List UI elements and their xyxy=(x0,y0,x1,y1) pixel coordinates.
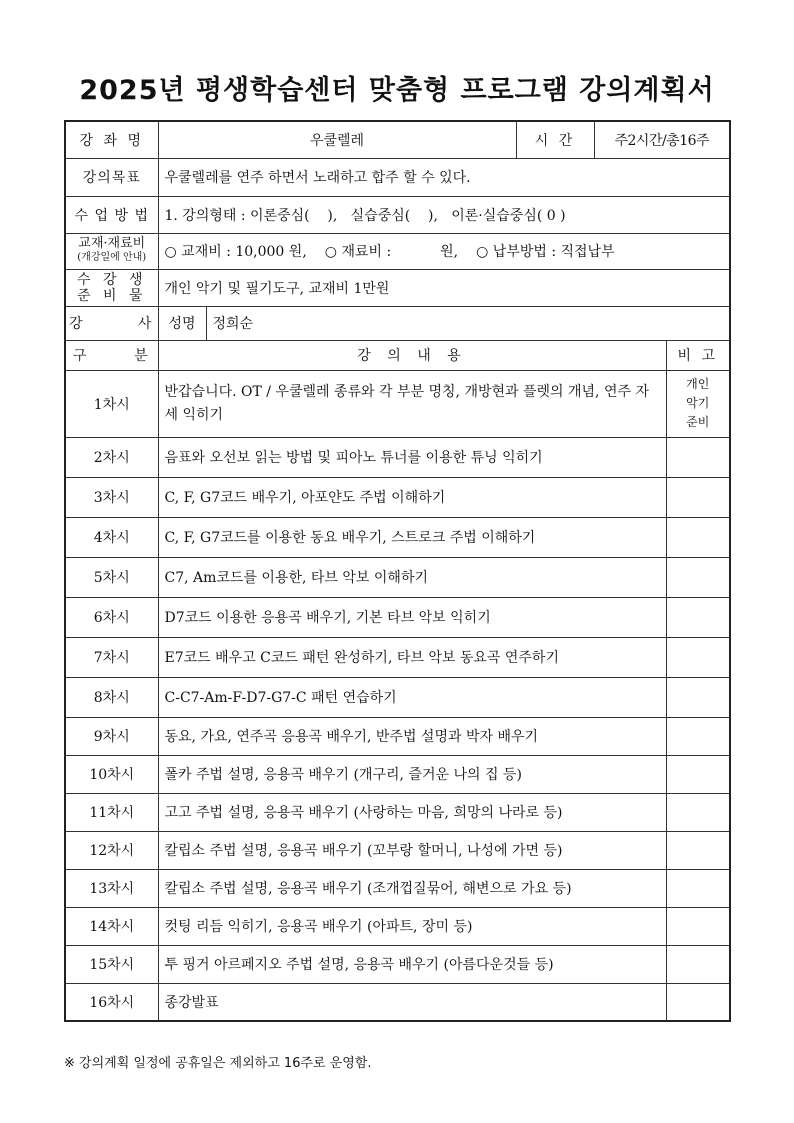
session-label: 1차시 xyxy=(65,370,158,437)
session-content: 칼립소 주법 설명, 응용곡 배우기 (조개껍질묶어, 해변으로 가요 등) xyxy=(158,869,666,907)
session-note xyxy=(666,557,730,597)
time-label: 시 간 xyxy=(516,121,594,158)
session-label: 8차시 xyxy=(65,677,158,717)
prep-value: 개인 악기 및 필기도구, 교재비 1만원 xyxy=(158,269,730,306)
footnote: ※ 강의계획 일정에 공휴일은 제외하고 16주로 운영함. xyxy=(64,1056,372,1071)
session-note-line1: 개인 xyxy=(686,377,710,391)
session-note-line2: 악기 xyxy=(686,396,710,410)
session-label: 3차시 xyxy=(65,477,158,517)
schedule-row xyxy=(65,557,730,597)
prep-row xyxy=(65,269,730,306)
session-content: 고고 주법 설명, 응용곡 배우기 (사랑하는 마음, 희망의 나라로 등) xyxy=(158,793,666,831)
session-note-line3: 준비 xyxy=(686,415,710,429)
session-note xyxy=(666,793,730,831)
session-note xyxy=(666,717,730,755)
goal-row xyxy=(65,158,730,196)
material-supply-fee: ○ 재료비 : 원, xyxy=(324,244,459,260)
session-content: C7, Am코드를 이용한, 타브 악보 이해하기 xyxy=(158,557,666,597)
session-content: C, F, G7코드를 이용한 동요 배우기, 스트로크 주법 이해하기 xyxy=(158,517,666,557)
schedule-row xyxy=(65,831,730,869)
session-label: 13차시 xyxy=(65,869,158,907)
session-label: 14차시 xyxy=(65,907,158,945)
session-note xyxy=(666,517,730,557)
session-content: 동요, 가요, 연주곡 응용곡 배우기, 반주법 설명과 박자 배우기 xyxy=(158,717,666,755)
session-content: 반갑습니다. OT / 우쿨렐레 종류와 각 부분 명칭, 개방현과 플렛의 개념, 연주 자세 익히기 xyxy=(158,370,666,437)
prep-label-line1: 수 강 생 xyxy=(77,271,147,288)
schedule-row xyxy=(65,793,730,831)
session-label: 4차시 xyxy=(65,517,158,557)
teacher-name: 정희순 xyxy=(206,306,730,340)
lecture-plan-table xyxy=(64,120,731,1022)
schedule-row xyxy=(65,437,730,477)
material-label-main: 교재·재료비 xyxy=(78,236,146,251)
session-note xyxy=(666,907,730,945)
schedule-row xyxy=(65,755,730,793)
teacher-row xyxy=(65,306,730,340)
session-content: E7코드 배우고 C코드 패턴 완성하기, 타브 악보 동요곡 연주하기 xyxy=(158,637,666,677)
document-title: 2025년 평생학습센터 맞춤형 프로그램 강의계획서 xyxy=(79,75,715,106)
session-note xyxy=(666,597,730,637)
session-content: C-C7-Am-F-D7-G7-C 패턴 연습하기 xyxy=(158,677,666,717)
session-note xyxy=(666,477,730,517)
material-row xyxy=(65,233,730,269)
schedule-row xyxy=(65,477,730,517)
material-label-sub: (개강일에 안내) xyxy=(77,252,147,263)
schedule-header-content: 강 의 내 용 xyxy=(158,340,666,370)
course-label: 강 좌 명 xyxy=(65,121,158,158)
schedule-row xyxy=(65,677,730,717)
session-label: 16차시 xyxy=(65,983,158,1021)
session-note xyxy=(666,437,730,477)
session-content: C, F, G7코드 배우기, 아포얀도 주법 이해하기 xyxy=(158,477,666,517)
session-label: 5차시 xyxy=(65,557,158,597)
session-note xyxy=(666,370,730,437)
schedule-row xyxy=(65,637,730,677)
session-label: 11차시 xyxy=(65,793,158,831)
session-content: 음표와 오선보 읽는 방법 및 피아노 튜너를 이용한 튜닝 익히기 xyxy=(158,437,666,477)
session-label: 10차시 xyxy=(65,755,158,793)
time-value: 주2시간/총16주 xyxy=(594,121,730,158)
schedule-row xyxy=(65,717,730,755)
schedule-row xyxy=(65,869,730,907)
goal-label: 강의목표 xyxy=(65,158,158,196)
session-label: 9차시 xyxy=(65,717,158,755)
session-note xyxy=(666,869,730,907)
material-value xyxy=(158,233,730,269)
session-label: 2차시 xyxy=(65,437,158,477)
session-label: 6차시 xyxy=(65,597,158,637)
course-value: 우쿨렐레 xyxy=(158,121,516,158)
session-note xyxy=(666,983,730,1021)
session-content: 컷팅 리듬 익히기, 응용곡 배우기 (아파트, 장미 등) xyxy=(158,907,666,945)
schedule-header-note: 비 고 xyxy=(666,340,730,370)
session-content: 칼립소 주법 설명, 응용곡 배우기 (꼬부랑 할머니, 나성에 가면 등) xyxy=(158,831,666,869)
teacher-label: 강 사 xyxy=(65,306,158,340)
goal-value: 우쿨렐레를 연주 하면서 노래하고 합주 할 수 있다. xyxy=(158,158,730,196)
method-row xyxy=(65,196,730,233)
material-payment-method: ○ 납부방법 : 직접납부 xyxy=(476,244,615,260)
schedule-row xyxy=(65,983,730,1021)
material-textbook-fee: ○ 교재비 : 10,000 원, xyxy=(164,244,307,260)
session-content: 폴카 주법 설명, 응용곡 배우기 (개구리, 즐거운 나의 집 등) xyxy=(158,755,666,793)
material-label xyxy=(65,233,158,269)
schedule-row xyxy=(65,945,730,983)
session-note xyxy=(666,755,730,793)
session-label: 15차시 xyxy=(65,945,158,983)
session-note xyxy=(666,637,730,677)
method-label: 수 업 방 법 xyxy=(65,196,158,233)
session-note xyxy=(666,945,730,983)
session-note xyxy=(666,831,730,869)
session-content: 종강발표 xyxy=(158,983,666,1021)
schedule-header-row xyxy=(65,340,730,370)
prep-label-line2: 준 비 물 xyxy=(77,287,147,304)
session-label: 12차시 xyxy=(65,831,158,869)
session-content: D7코드 이용한 응용곡 배우기, 기본 타브 악보 익히기 xyxy=(158,597,666,637)
schedule-row xyxy=(65,597,730,637)
session-note xyxy=(666,677,730,717)
session-label: 7차시 xyxy=(65,637,158,677)
course-row xyxy=(65,121,730,158)
schedule-row xyxy=(65,517,730,557)
session-content: 투 핑거 아르페지오 주법 설명, 응용곡 배우기 (아름다운것들 등) xyxy=(158,945,666,983)
method-value: 1. 강의형태 : 이론중심( ), 실습중심( ), 이론·실습중심( 0 ) xyxy=(158,196,730,233)
schedule-row xyxy=(65,370,730,437)
schedule-row xyxy=(65,907,730,945)
teacher-name-label: 성명 xyxy=(158,306,206,340)
prep-label xyxy=(65,269,158,306)
schedule-header-session: 구 분 xyxy=(65,340,158,370)
